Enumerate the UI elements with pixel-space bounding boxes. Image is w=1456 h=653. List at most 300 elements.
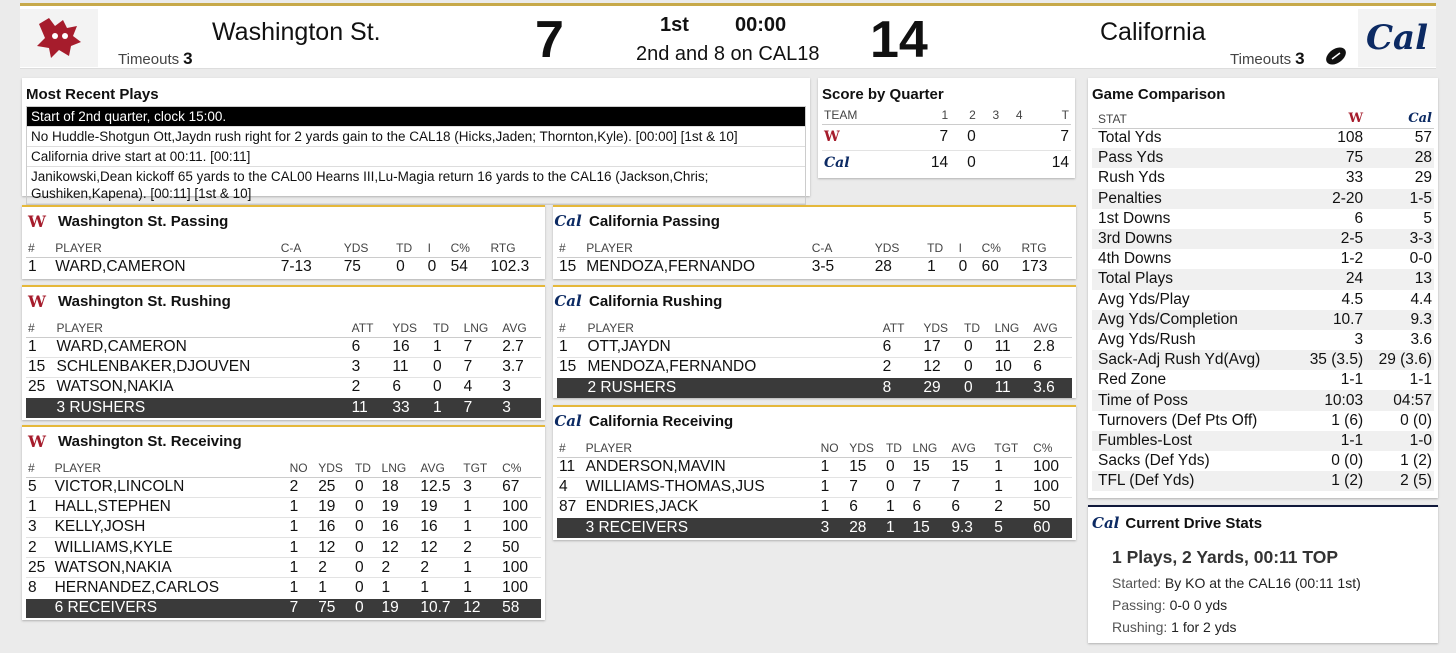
column-header: YDS bbox=[316, 459, 353, 477]
stat-cell: 1 bbox=[288, 558, 317, 578]
stat-cell: 7 bbox=[288, 598, 317, 618]
player-name: ANDERSON,MAVIN bbox=[584, 457, 819, 477]
stat-cell: 7 bbox=[847, 477, 884, 497]
column-header: I bbox=[957, 239, 980, 257]
wsu-rushing-table bbox=[26, 319, 541, 418]
player-row bbox=[26, 377, 541, 397]
stat-cell: 102.3 bbox=[488, 257, 541, 277]
comparison-row bbox=[1092, 370, 1434, 390]
player-row bbox=[26, 257, 541, 277]
stat-cell: 1 bbox=[461, 558, 500, 578]
wsu-mini-logo: W bbox=[28, 431, 46, 451]
current-drive-panel bbox=[1088, 505, 1438, 643]
totals-row bbox=[26, 398, 541, 418]
column-header: C-A bbox=[279, 239, 342, 257]
stat-cell: 5 bbox=[26, 477, 53, 497]
stat-cell: 0 bbox=[431, 377, 462, 397]
cal-mini-logo: Cal bbox=[1092, 514, 1120, 532]
column-header: C-A bbox=[810, 239, 873, 257]
recent-plays-title: Most Recent Plays bbox=[26, 85, 159, 103]
comparison-wsu-cell: 35 (3.5) bbox=[1296, 350, 1365, 370]
scoreboard bbox=[20, 3, 1436, 69]
stat-cell: 0 bbox=[353, 477, 380, 497]
player-row bbox=[557, 337, 1072, 357]
stat-cell: 1 bbox=[418, 578, 461, 598]
stat-cell: 2.7 bbox=[500, 337, 541, 357]
player-row bbox=[26, 337, 541, 357]
stat-cell bbox=[26, 398, 54, 418]
cal-mini-logo: Cal bbox=[554, 292, 582, 310]
cal-receiving-title: California Receiving bbox=[589, 412, 734, 430]
stat-cell: 3.6 bbox=[1031, 377, 1072, 397]
stat-cell: 75 bbox=[316, 598, 353, 618]
stat-cell: 100 bbox=[500, 578, 541, 598]
wsu-receiving-header bbox=[26, 429, 541, 453]
drive-started-label: Started: bbox=[1112, 575, 1162, 591]
game-comparison-panel bbox=[1088, 78, 1438, 498]
comparison-stat-cell: Avg Yds/Play bbox=[1098, 290, 1190, 308]
stat-cell: 0 bbox=[353, 497, 380, 517]
stat-cell: 7 bbox=[462, 357, 501, 377]
comparison-cal-cell: 1-5 bbox=[1365, 189, 1434, 209]
column-header: # bbox=[26, 239, 53, 257]
play-item: California drive start at 00:11. [00:11] bbox=[27, 147, 805, 167]
stat-cell: 16 bbox=[316, 517, 353, 537]
comparison-stat-cell: Avg Yds/Completion bbox=[1092, 310, 1296, 330]
comparison-row bbox=[1092, 310, 1434, 330]
stat-cell: 29 bbox=[921, 377, 962, 397]
stat-cell: 11 bbox=[350, 398, 391, 418]
stat-cell: 0 bbox=[353, 538, 380, 558]
comparison-cal-header bbox=[1365, 110, 1434, 128]
player-name: ENDRIES,JACK bbox=[584, 497, 819, 517]
comparison-cal-cell: 29 bbox=[1414, 169, 1432, 187]
column-header: NO bbox=[819, 439, 848, 457]
stat-cell: 2 bbox=[418, 558, 461, 578]
column-header: LNG bbox=[462, 319, 501, 337]
comparison-stat-cell: Red Zone bbox=[1098, 371, 1167, 389]
stat-cell: 8 bbox=[881, 377, 922, 397]
comparison-cal-cell: 3.6 bbox=[1410, 330, 1432, 348]
stat-cell: 15 bbox=[949, 457, 992, 477]
stat-cell: 7 bbox=[949, 477, 992, 497]
column-header: I bbox=[426, 239, 449, 257]
cal-passing-panel bbox=[553, 205, 1076, 279]
away-team-name: Washington St. bbox=[212, 18, 381, 46]
stat-cell: 25 bbox=[26, 558, 53, 578]
stat-cell: 12 bbox=[921, 357, 962, 377]
stat-cell: 16 bbox=[380, 517, 419, 537]
comparison-wsu-cell: 2-5 bbox=[1296, 229, 1365, 249]
column-header: TGT bbox=[461, 459, 500, 477]
player-name: VICTOR,LINCOLN bbox=[53, 477, 288, 497]
comparison-cal-cell: 5 bbox=[1423, 209, 1432, 227]
stat-cell: 15 bbox=[911, 518, 950, 538]
column-header: ATT bbox=[881, 319, 922, 337]
comparison-stat-cell: 1st Downs bbox=[1098, 209, 1171, 227]
stat-cell: 54 bbox=[449, 257, 489, 277]
column-header: YDS bbox=[342, 239, 394, 257]
comparison-cal-cell: 13 bbox=[1365, 269, 1434, 289]
column-header: # bbox=[557, 239, 584, 257]
stat-cell: 2 bbox=[288, 477, 317, 497]
comparison-wsu-header bbox=[1296, 110, 1365, 128]
stat-cell: 2.8 bbox=[1031, 337, 1072, 357]
column-header: PLAYER bbox=[584, 439, 819, 457]
stat-cell: 16 bbox=[390, 337, 431, 357]
column-header: # bbox=[557, 319, 585, 337]
wsu-logo bbox=[20, 9, 98, 67]
stat-cell: 10 bbox=[993, 357, 1032, 377]
stat-cell: 6 bbox=[911, 497, 950, 517]
column-header: LNG bbox=[380, 459, 419, 477]
comparison-cal-cell: 4.4 bbox=[1410, 290, 1432, 308]
drive-details bbox=[1112, 572, 1434, 638]
player-name: WILLIAMS-THOMAS,JUS bbox=[584, 477, 819, 497]
stat-cell: 7 bbox=[462, 337, 501, 357]
stat-cell: 0 bbox=[962, 377, 993, 397]
player-row bbox=[557, 477, 1072, 497]
stat-cell: 87 bbox=[557, 497, 584, 517]
wsu-mini-logo: W bbox=[28, 211, 46, 231]
comparison-cal-cell: 1 (2) bbox=[1400, 452, 1432, 470]
player-name: 3 RECEIVERS bbox=[584, 518, 819, 538]
drive-passing-label: Passing: bbox=[1112, 597, 1166, 613]
stat-cell: 7 bbox=[911, 477, 950, 497]
play-item: Janikowski,Dean kickoff 65 yards to the CAL00 Hearns III,Lu-Magia return 16 yards to the CAL16 (Jackson,Chris; Gushiken,Kapena). [00:11] [1st & 10] bbox=[27, 167, 805, 204]
cal-q3 bbox=[978, 150, 1001, 176]
totals-row bbox=[557, 518, 1072, 538]
player-name: MENDOZA,FERNANDO bbox=[584, 257, 810, 277]
stat-cell: 12 bbox=[316, 538, 353, 558]
stat-cell: 6 bbox=[1031, 357, 1072, 377]
comparison-row bbox=[1092, 390, 1434, 410]
stat-cell: 1 bbox=[992, 477, 1031, 497]
stat-cell: 11 bbox=[557, 457, 584, 477]
stat-cell: 2 bbox=[316, 558, 353, 578]
stat-cell: 1 bbox=[819, 497, 848, 517]
column-header: C% bbox=[449, 239, 489, 257]
cal-mini-logo: Cal bbox=[554, 212, 582, 230]
stat-cell: 19 bbox=[316, 497, 353, 517]
cal-rushing-table bbox=[557, 319, 1072, 398]
stat-cell: 0 bbox=[962, 357, 993, 377]
stat-cell: 19 bbox=[380, 598, 419, 618]
player-name: WILLIAMS,KYLE bbox=[53, 538, 288, 558]
wsu-logo-icon bbox=[822, 124, 904, 150]
comparison-row bbox=[1092, 249, 1434, 269]
stat-cell: 28 bbox=[873, 257, 925, 277]
column-header: RTG bbox=[1019, 239, 1072, 257]
stat-cell: 1 bbox=[26, 337, 54, 357]
sbq-header-q2: 2 bbox=[950, 106, 978, 124]
away-timeouts-count: 3 bbox=[183, 49, 193, 68]
stat-cell: 2 bbox=[992, 497, 1031, 517]
drive-rushing-value: 1 for 2 yds bbox=[1171, 619, 1237, 635]
stat-cell: 12 bbox=[418, 538, 461, 558]
sbq-header-team: TEAM bbox=[822, 106, 904, 124]
comparison-wsu-cell: 1 (2) bbox=[1296, 471, 1365, 491]
comparison-stat-cell: Sacks (Def Yds) bbox=[1098, 452, 1210, 470]
stat-cell: 60 bbox=[1031, 518, 1072, 538]
player-name: WATSON,NAKIA bbox=[54, 377, 349, 397]
stat-cell: 1 bbox=[884, 497, 911, 517]
stat-cell: 1 bbox=[288, 497, 317, 517]
comparison-cal-cell: 57 bbox=[1414, 129, 1432, 147]
stat-cell: 6 bbox=[390, 377, 431, 397]
home-timeouts-count: 3 bbox=[1295, 49, 1305, 68]
stat-cell bbox=[557, 518, 584, 538]
stat-cell: 3-5 bbox=[810, 257, 873, 277]
stat-cell: 0 bbox=[962, 337, 993, 357]
stat-cell: 3 bbox=[500, 377, 541, 397]
wsu-mini-logo: W bbox=[824, 129, 840, 145]
comparison-wsu-cell: 108 bbox=[1337, 129, 1364, 147]
column-header: AVG bbox=[500, 319, 541, 337]
column-header: # bbox=[557, 439, 584, 457]
comparison-row bbox=[1092, 350, 1434, 370]
column-header: C% bbox=[500, 459, 541, 477]
stat-cell bbox=[557, 377, 585, 397]
column-header: TGT bbox=[992, 439, 1031, 457]
comparison-row bbox=[1092, 471, 1434, 491]
stat-cell: 8 bbox=[26, 578, 53, 598]
cal-q4 bbox=[1001, 150, 1024, 176]
stat-cell: 15 bbox=[911, 457, 950, 477]
cougar-head-icon bbox=[33, 16, 85, 60]
stat-cell: 3 bbox=[819, 518, 848, 538]
column-header: RTG bbox=[488, 239, 541, 257]
cal-q1: 14 bbox=[904, 150, 950, 176]
player-name: HERNANDEZ,CARLOS bbox=[53, 578, 288, 598]
comparison-stat-cell: TFL (Def Yds) bbox=[1092, 471, 1296, 491]
cal-mini-logo: Cal bbox=[1408, 111, 1432, 127]
stat-cell: 1 bbox=[288, 578, 317, 598]
comparison-wsu-cell: 33 bbox=[1345, 169, 1364, 187]
comparison-cal-cell: 04:57 bbox=[1365, 390, 1434, 410]
stat-cell: 100 bbox=[1031, 457, 1072, 477]
sbq-header-total: T bbox=[1025, 106, 1072, 124]
stat-cell: 50 bbox=[500, 538, 541, 558]
column-header: YDS bbox=[390, 319, 431, 337]
stat-cell: 58 bbox=[500, 598, 541, 618]
comparison-stat-cell: Avg Yds/Rush bbox=[1098, 330, 1196, 348]
stat-cell: 25 bbox=[26, 377, 54, 397]
stat-cell: 12.5 bbox=[418, 477, 461, 497]
comparison-stat-cell: Fumbles-Lost bbox=[1092, 431, 1296, 451]
cal-total: 14 bbox=[1025, 150, 1072, 176]
stat-cell: 1 bbox=[26, 257, 53, 277]
comparison-row bbox=[1092, 168, 1434, 188]
stat-cell: 60 bbox=[980, 257, 1020, 277]
column-header: ATT bbox=[350, 319, 391, 337]
comparison-wsu-cell: 1-1 bbox=[1296, 431, 1365, 451]
stat-cell: 1 bbox=[380, 578, 419, 598]
wsu-mini-logo: W bbox=[1348, 111, 1364, 127]
cal-logo bbox=[1358, 9, 1436, 67]
column-header: TD bbox=[925, 239, 956, 257]
cal-mini-logo: Cal bbox=[824, 155, 850, 172]
cal-mini-logo: Cal bbox=[554, 412, 582, 430]
stat-cell: 1 bbox=[431, 337, 462, 357]
comparison-cal-cell: 1-1 bbox=[1409, 371, 1432, 389]
stat-cell: 0 bbox=[353, 578, 380, 598]
stat-cell: 0 bbox=[353, 517, 380, 537]
column-header: # bbox=[26, 319, 54, 337]
stat-cell: 2 bbox=[881, 357, 922, 377]
score-by-quarter-title: Score by Quarter bbox=[822, 85, 944, 103]
stat-cell: 25 bbox=[316, 477, 353, 497]
comparison-row bbox=[1092, 128, 1434, 148]
stat-cell: 2 bbox=[461, 538, 500, 558]
stat-cell: 15 bbox=[557, 357, 585, 377]
stat-cell: 17 bbox=[921, 337, 962, 357]
comparison-wsu-cell: 75 bbox=[1296, 148, 1365, 168]
wsu-total: 7 bbox=[1025, 124, 1072, 150]
score-by-quarter-table bbox=[822, 106, 1071, 176]
stat-cell: 11 bbox=[993, 337, 1032, 357]
stat-cell: 1 bbox=[992, 457, 1031, 477]
stat-cell: 1 bbox=[819, 457, 848, 477]
game-comparison-title: Game Comparison bbox=[1092, 85, 1226, 103]
comparison-wsu-cell: 10:03 bbox=[1296, 390, 1365, 410]
stat-cell: 1 bbox=[925, 257, 956, 277]
stat-cell: 11 bbox=[390, 357, 431, 377]
stat-cell: 6 bbox=[881, 337, 922, 357]
comparison-wsu-cell: 24 bbox=[1296, 269, 1365, 289]
drive-started-value: By KO at the CAL16 (00:11 1st) bbox=[1164, 575, 1361, 591]
column-header: AVG bbox=[1031, 319, 1072, 337]
wsu-passing-panel bbox=[22, 205, 545, 279]
comparison-cal-cell: 29 (3.6) bbox=[1365, 350, 1434, 370]
stat-cell: 1 bbox=[461, 497, 500, 517]
cal-rushing-title: California Rushing bbox=[589, 292, 723, 310]
stat-cell: 15 bbox=[557, 257, 584, 277]
player-name: WATSON,NAKIA bbox=[53, 558, 288, 578]
comparison-stat-cell: Penalties bbox=[1092, 189, 1296, 209]
wsu-q2: 0 bbox=[950, 124, 978, 150]
away-timeouts-label: Timeouts bbox=[118, 51, 180, 68]
away-score: 7 bbox=[535, 11, 564, 69]
stat-cell: 15 bbox=[847, 457, 884, 477]
column-header: PLAYER bbox=[584, 239, 810, 257]
player-name: WARD,CAMERON bbox=[54, 337, 349, 357]
column-header: AVG bbox=[949, 439, 992, 457]
player-row bbox=[557, 497, 1072, 517]
stat-cell: 100 bbox=[1031, 477, 1072, 497]
stat-cell: 0 bbox=[884, 477, 911, 497]
drive-passing-value: 0-0 0 yds bbox=[1169, 597, 1228, 613]
stat-cell: 12 bbox=[461, 598, 500, 618]
comparison-stat-cell: Total Plays bbox=[1092, 269, 1296, 289]
cal-rushing-header bbox=[554, 289, 1072, 313]
stat-cell: 10.7 bbox=[418, 598, 461, 618]
stat-cell: 6 bbox=[350, 337, 391, 357]
player-row bbox=[26, 578, 541, 598]
drive-rushing-label: Rushing: bbox=[1112, 619, 1168, 635]
stat-cell: 3.7 bbox=[500, 357, 541, 377]
score-by-quarter-panel bbox=[818, 78, 1075, 178]
stat-cell: 28 bbox=[847, 518, 884, 538]
sbq-header-q1: 1 bbox=[904, 106, 950, 124]
player-name: SCHLENBAKER,DJOUVEN bbox=[54, 357, 349, 377]
player-name: 2 RUSHERS bbox=[585, 377, 880, 397]
stat-cell: 100 bbox=[500, 558, 541, 578]
comparison-cal-cell: 0-0 bbox=[1409, 250, 1432, 268]
player-name: 3 RUSHERS bbox=[54, 398, 349, 418]
column-header: PLAYER bbox=[53, 459, 288, 477]
comparison-row bbox=[1092, 209, 1434, 229]
player-name: WARD,CAMERON bbox=[53, 257, 279, 277]
stat-cell: 7 bbox=[462, 398, 501, 418]
cal-receiving-header bbox=[554, 409, 1072, 433]
comparison-row bbox=[1092, 148, 1434, 168]
sbq-header-q3: 3 bbox=[978, 106, 1001, 124]
player-name: HALL,STEPHEN bbox=[53, 497, 288, 517]
stat-cell: 18 bbox=[380, 477, 419, 497]
wsu-receiving-panel bbox=[22, 425, 545, 620]
stat-cell: 1 bbox=[557, 337, 585, 357]
column-header: PLAYER bbox=[54, 319, 349, 337]
stat-cell: 0 bbox=[353, 558, 380, 578]
column-header: C% bbox=[980, 239, 1020, 257]
play-item: No Huddle-Shotgun Ott,Jaydn rush right for 2 yards gain to the CAL18 (Hicks,Jaden; Thornton,Kyle). [00:00] [1st & 10] bbox=[27, 127, 805, 147]
stat-cell: 2 bbox=[26, 538, 53, 558]
stat-cell: 1 bbox=[26, 497, 53, 517]
stat-cell: 6 bbox=[949, 497, 992, 517]
stat-cell: 1 bbox=[288, 538, 317, 558]
wsu-rushing-header bbox=[26, 289, 541, 313]
comparison-cal-cell: 28 bbox=[1365, 148, 1434, 168]
wsu-rushing-panel bbox=[22, 285, 545, 420]
comparison-stat-cell: Pass Yds bbox=[1092, 148, 1296, 168]
game-clock: 00:00 bbox=[735, 14, 787, 36]
comparison-wsu-cell: 10.7 bbox=[1296, 310, 1365, 330]
comparison-wsu-cell: 2-20 bbox=[1296, 189, 1365, 209]
column-header: NO bbox=[288, 459, 317, 477]
current-drive-title: Current Drive Stats bbox=[1125, 514, 1263, 532]
comparison-cal-cell: 0 (0) bbox=[1400, 411, 1432, 429]
play-item: Start of 2nd quarter, clock 15:00. bbox=[27, 107, 805, 127]
plays-list bbox=[26, 106, 806, 205]
column-header: YDS bbox=[873, 239, 925, 257]
comparison-row bbox=[1092, 411, 1434, 431]
comparison-row bbox=[1092, 290, 1434, 310]
comparison-row bbox=[1092, 229, 1434, 249]
stat-cell: 100 bbox=[500, 497, 541, 517]
column-header: # bbox=[26, 459, 53, 477]
stat-cell: 16 bbox=[418, 517, 461, 537]
column-header: C% bbox=[1031, 439, 1072, 457]
comparison-stat-cell: 3rd Downs bbox=[1092, 229, 1296, 249]
stat-cell: 12 bbox=[380, 538, 419, 558]
drive-summary: 1 Plays, 2 Yards, 00:11 TOP bbox=[1112, 547, 1339, 567]
stat-cell: 33 bbox=[390, 398, 431, 418]
player-row bbox=[26, 497, 541, 517]
stat-cell: 1 bbox=[288, 517, 317, 537]
wsu-receiving-table bbox=[26, 459, 541, 618]
cal-rushing-panel bbox=[553, 285, 1076, 398]
player-row bbox=[26, 558, 541, 578]
player-row bbox=[26, 538, 541, 558]
player-name: 6 RECEIVERS bbox=[53, 598, 288, 618]
stat-cell: 1 bbox=[461, 517, 500, 537]
comparison-wsu-cell: 1-2 bbox=[1340, 250, 1364, 268]
column-header: YDS bbox=[921, 319, 962, 337]
recent-plays-panel bbox=[22, 78, 810, 201]
cal-q2: 0 bbox=[950, 150, 978, 176]
comparison-row bbox=[1092, 189, 1434, 209]
